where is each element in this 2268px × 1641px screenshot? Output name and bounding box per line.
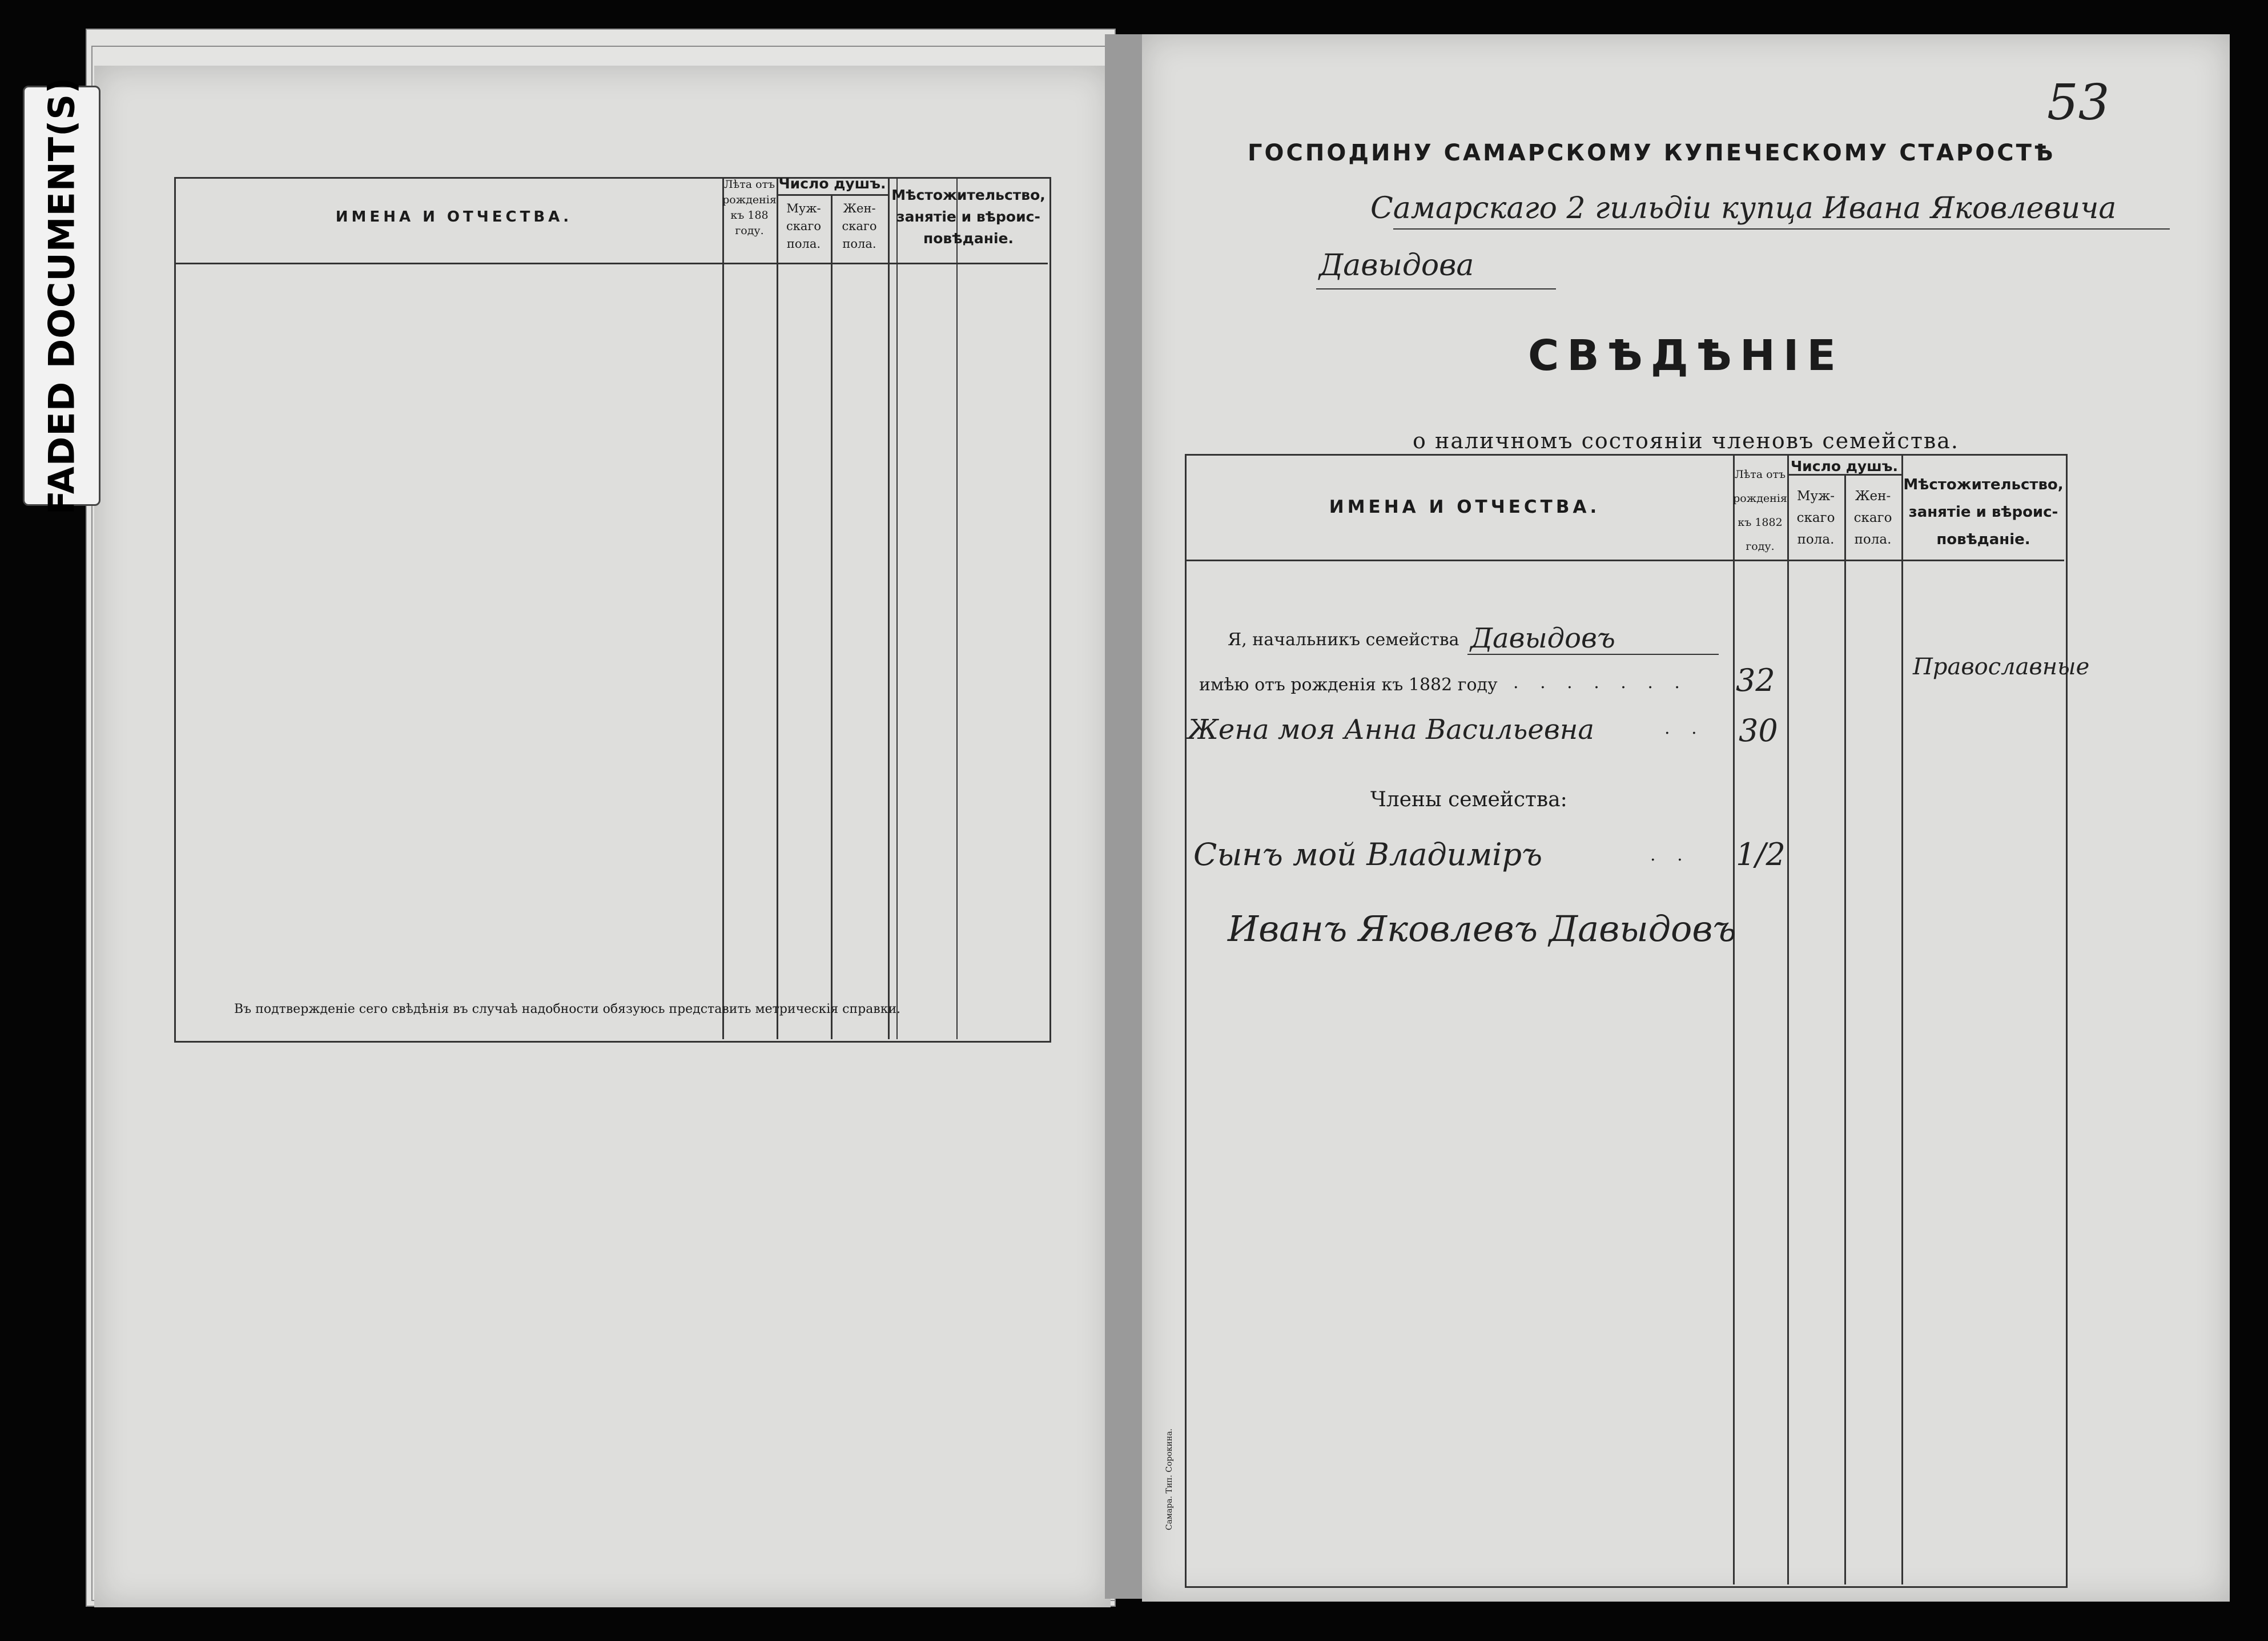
document-subtitle: о наличномъ состояніи членовъ семейства. (1413, 428, 1959, 453)
printer-note: Самара. Тип. Сорокина. (1165, 1428, 1174, 1530)
right-page: 53 ГОСПОДИНУ САМАРСКОМУ КУПЕЧЕСКОМУ СТАРОСТѢ Самарскаго 2 гильдіи купца Ивана Яковлевича Давыдова СВѢДѢНІЕ о наличномъ состояніи членовъ семейства. ИМЕНА И ОТЧЕСТВА. Лѣта отъ рожденія къ 1882 году. Число душъ. Муж- скаго пола. Жен- скаго пола. Мѣстожительство, занятіе и вѣроис- повѣданіе. Я, начальникъ семейства Давыдовъ имѣю отъ рожденія къ 1882 году . . . . . . . 32 Православные Жена моя Анна Васильевна . . 30 Члены семейства: Сынъ мой Владиміръ . . 1/2 Иванъ Яковлевъ Давыдовъ Самара. Тип. Сорокина. (1142, 34, 2230, 1602)
right-table-header-rule (1185, 560, 2064, 561)
left-header-male: Муж- скаго пола. (786, 202, 822, 251)
faded-document-badge: FADED DOCUMENT(S) (23, 86, 100, 506)
left-header-female: Жен- скаго пола. (842, 202, 877, 251)
family-members-label: Члены семейства: (1370, 788, 1567, 811)
head-of-family-name: Давыдовъ (1470, 622, 1615, 654)
addressee-heading: ГОСПОДИНУ САМАРСКОМУ КУПЕЧЕСКОМУ СТАРОСТѢ (1248, 140, 2056, 166)
wife-age: 30 (1739, 713, 1778, 749)
son-age: 1/2 (1736, 836, 1786, 872)
left-footer-note: Въ подтвержденіе сего свѣдѣнія въ случаѣ надобности обязуюсь представить метрическія справки. (234, 1002, 901, 1016)
son-entry: Сынъ мой Владиміръ (1193, 836, 1543, 872)
head-age: 32 (1736, 662, 1775, 698)
head-of-family-label: Я, начальникъ семейства (1228, 630, 1459, 650)
right-header-female: Жен- скаго пола. (1853, 489, 1892, 547)
right-header-male: Муж- скаго пола. (1796, 489, 1835, 547)
signature: Иванъ Яковлевъ Давыдовъ (1228, 908, 1736, 950)
merchant-line: Самарскаго 2 гильдіи купца Ивана Яковлевича (1370, 191, 2117, 226)
right-header-souls: Число душъ. (1790, 458, 1899, 474)
left-header-residence: Мѣстожительство, занятіе и вѣроис- повѣданіе. (891, 187, 1045, 247)
birth-year-line: имѣю отъ рожденія къ 1882 году (1199, 675, 1498, 695)
document-title: СВѢДѢНІЕ (1527, 331, 1844, 380)
left-table (174, 177, 1051, 1043)
right-header-age: Лѣта отъ рожденія къ 1882 году. (1733, 468, 1787, 553)
left-table-header-rule (174, 263, 1048, 264)
left-header-names: ИМЕНА И ОТЧЕСТВА. (335, 208, 573, 226)
wife-entry: Жена моя Анна Васильевна (1188, 714, 1594, 746)
binding-gutter (1105, 34, 1145, 1599)
folio-number: 53 (2047, 74, 2110, 131)
religion-entry: Православные (1913, 654, 2090, 680)
right-header-residence: Мѣстожительство, занятіе и вѣроис- повѣданіе. (1903, 476, 2064, 548)
right-header-names: ИМЕНА И ОТЧЕСТВА. (1329, 497, 1601, 517)
left-page (94, 66, 1111, 1607)
left-header-age: Лѣта отъ рожденія къ 188 году. (722, 178, 777, 237)
right-table (1185, 454, 2068, 1588)
merchant-line-2: Давыдова (1319, 248, 1474, 283)
left-header-souls: Число душъ. (778, 175, 886, 192)
